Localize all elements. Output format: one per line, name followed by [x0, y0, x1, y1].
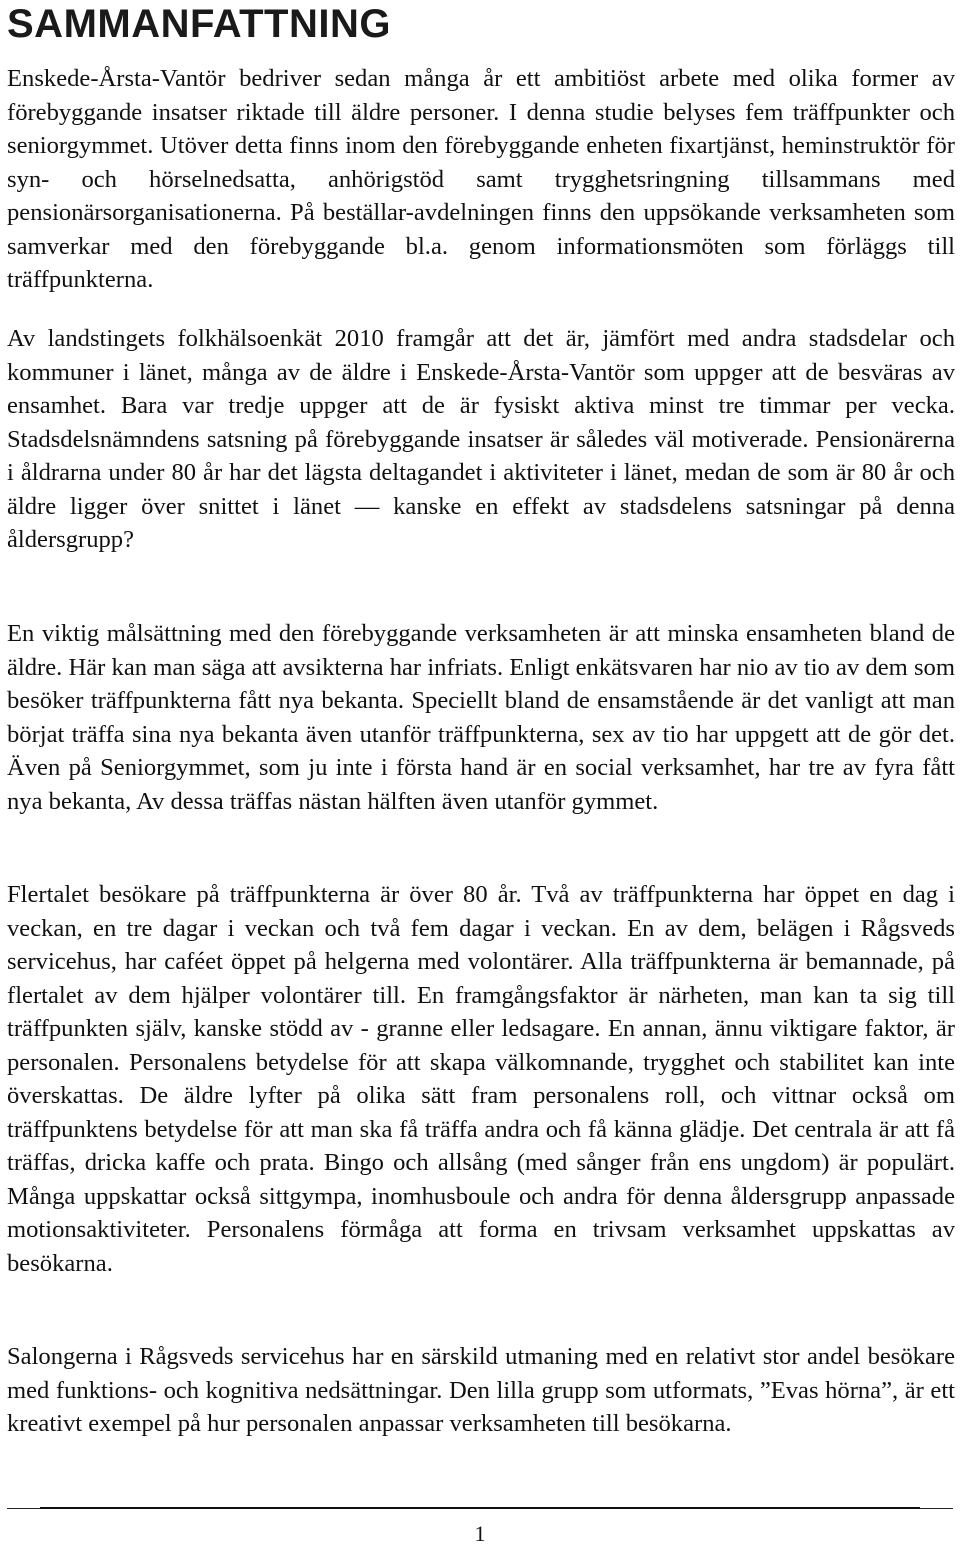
paragraph-loneliness-goal: En viktig målsättning med den förebyggande verksamheten är att minska ensamheten bland de äldre. Här kan man säga att avsikterna har infriats. Enligt enkätsvaren har nio av tio av dem som besöker träffpunkterna fått nya bekanta. Speciellt bland de ensamstående är det vanligt att man börjat träffa sina nya bekanta även utanför träffpunkterna, sex av tio har uppgett att de gör det. Även på Seniorgymmet, som ju inte i första hand är en social verksamhet, har tre av fyra fått nya bekanta, Av dessa träffas nästan hälften även utanför gymmet.	[7, 620, 955, 815]
document-page	[7, 0, 955, 1437]
section-heading: SAMMANFATTNING	[7, 2, 391, 46]
paragraph-intro: Enskede-Årsta-Vantör bedriver sedan många år ett ambitiöst arbete med olika former av förebyggande insatser riktade till äldre personer. I denna studie belyses fem träffpunkter och seniorgymmet. Utöver detta finns inom den förebyggande enheten fixartjänst, heminstruktör för syn- och hörselnedsatta, anhörigstöd samt trygghetsringning tillsammans med pensionärsorganisationerna. På beställar-avdelningen finns den uppsökande verksamheten som samverkar med den förebyggande bl.a. genom informationsmöten som förläggs till träffpunkterna.	[7, 65, 955, 293]
page-number: 1	[474, 1521, 486, 1546]
paragraph-visitors-staff: Flertalet besökare på träffpunkterna är över 80 år. Två av träffpunkterna har öppet en dag i veckan, en tre dagar i veckan och två fem dagar i veckan. En av dem, belägen i Rågsveds servicehus, har caféet öppet på helgerna med volontärer. Alla träffpunkterna är bemannade, på flertalet av dem hjälper volontärer till. En framgångsfaktor är närheten, man kan ta sig till träffpunkten själv, kanske stödd av - granne eller ledsagare. En annan, ännu viktigare faktor, är personalen. Personalens betydelse för att skapa välkomnande, trygghet och stabilitet kan inte överskattas. De äldre lyfter på olika sätt fram personalens roll, och vittnar också om träffpunktens betydelse för att man ska få träffa andra och få känna glädje. Det centrala är att få träffas, dricka kaffe och prata. Bingo och allsång (med sånger från ens ungdom) är populärt. Många uppskattar också sittgympa, inomhusboule och andra för denna åldersgrupp anpassade motionsaktiviteter. Personalens förmåga att forma en trivsam verksamhet uppskattas av besökarna.	[7, 881, 955, 1277]
paragraph-ragsved-salons: Salongerna i Rågsveds servicehus har en särskild utmaning med en relativt stor andel besökare med funktions- och kognitiva nedsättningar. Den lilla grupp som utformats, ”Evas hörna”, är ett kreativt exempel på hur personalen anpassar verksamheten till besökarna.	[7, 1343, 955, 1437]
footer-divider-accent	[40, 1507, 920, 1509]
paragraph-health-survey: Av landstingets folkhälsoenkät 2010 framgår att det är, jämfört med andra stadsdelar och kommuner i länet, många av de äldre i Enskede-Årsta-Vantör som uppger att de besväras av ensamhet. Bara var tredje uppger att de är fysiskt aktiva minst tre timmar per vecka. Stadsdelsnämndens satsning på förebyggande insatser är således väl motiverade. Pensionärerna i åldrarna under 80 år har det lägsta deltagandet i aktiviteter i länet, medan de som är 80 år och äldre ligger över snittet i länet — kanske en effekt av stadsdelens satsningar på denna åldersgrupp?	[7, 325, 955, 553]
